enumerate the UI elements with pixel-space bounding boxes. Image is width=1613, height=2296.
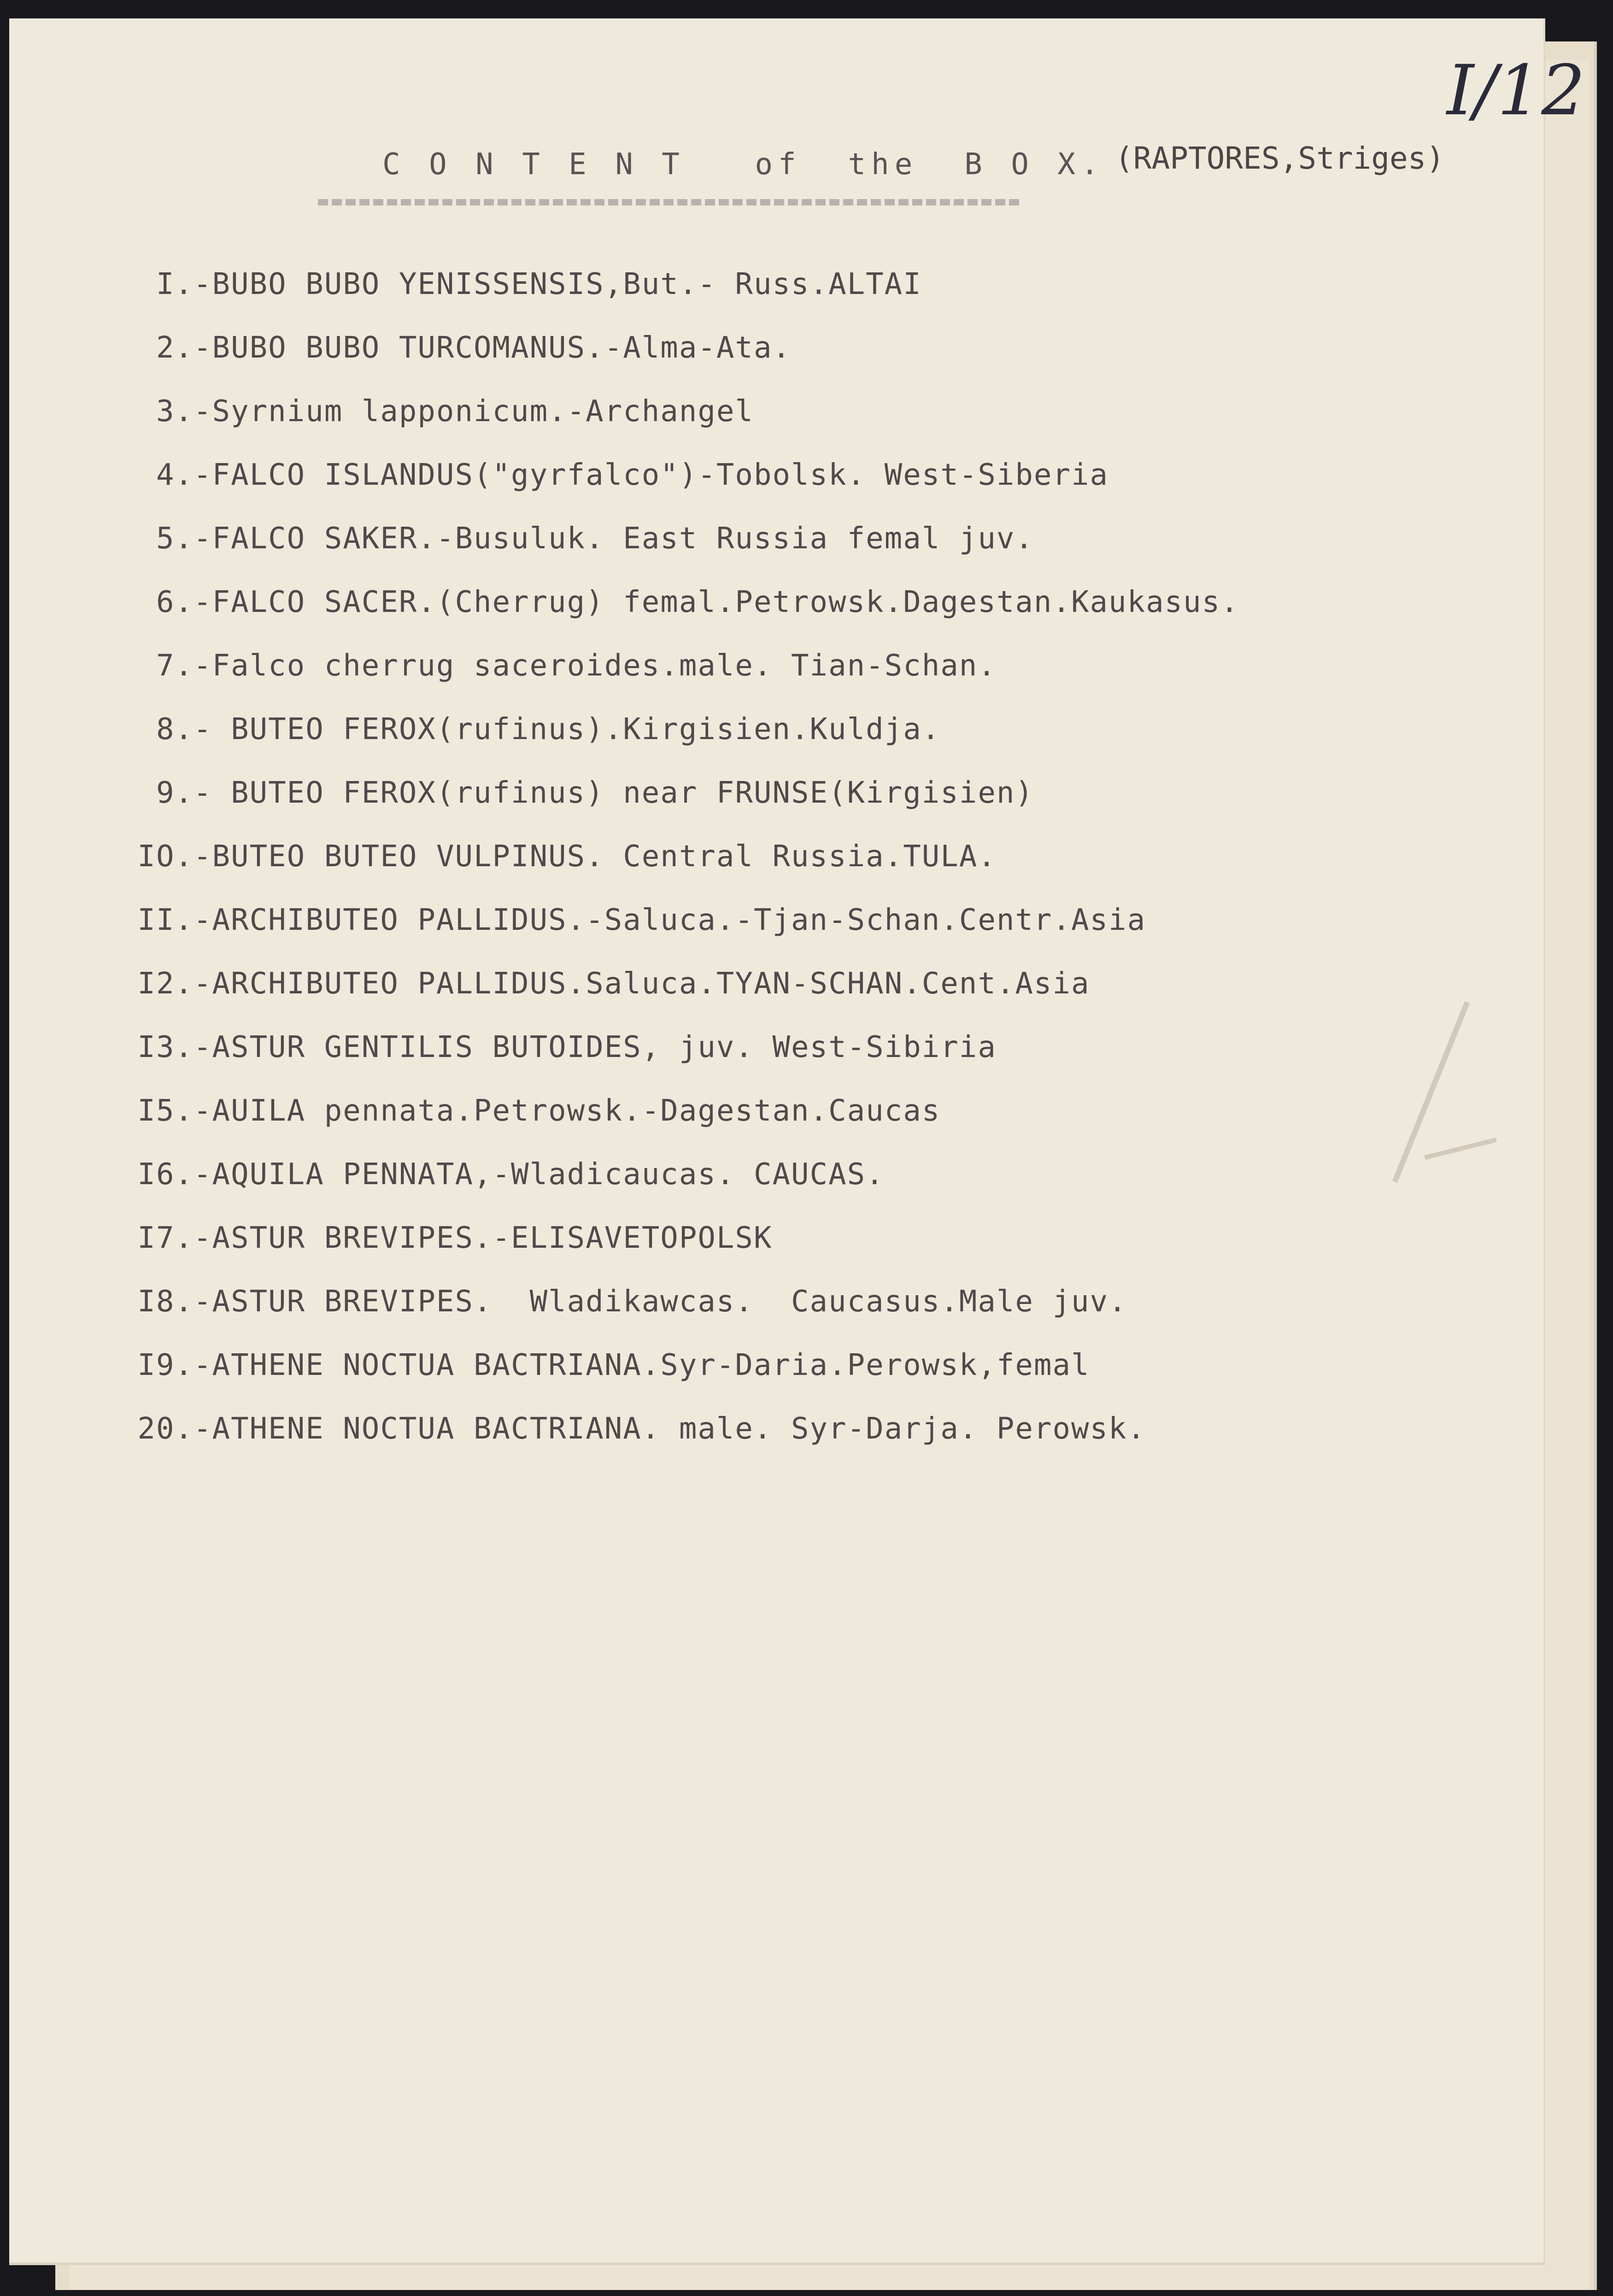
- item-number: II.: [137, 903, 194, 937]
- item-text: -ARCHIBUTEO PALLIDUS.-Saluca.-Tjan-Schan.Centr.Asia: [194, 903, 1146, 937]
- item-number: I3.: [137, 1030, 194, 1064]
- item-number: 20.: [137, 1412, 194, 1446]
- list-item: [88, 649, 997, 683]
- item-number: I2.: [137, 967, 194, 1001]
- item-text: -BUBO BUBO TURCOMANUS.-Alma-Ata.: [194, 331, 791, 365]
- list-item: [88, 1094, 940, 1128]
- item-number: 7.: [156, 649, 194, 683]
- item-text: -AQUILA PENNATA,-Wladicaucas. CAUCAS.: [194, 1157, 885, 1192]
- list-item: [88, 1030, 997, 1064]
- item-number: 6.: [156, 585, 194, 619]
- item-number: I7.: [137, 1221, 194, 1255]
- list-item: [88, 903, 1146, 937]
- item-text: -ATHENE NOCTUA BACTRIANA.Syr-Daria.Perowsk,femal: [194, 1348, 1090, 1382]
- item-number: I.: [156, 267, 194, 301]
- item-number: 9.: [156, 776, 194, 810]
- list-item: [88, 522, 1034, 556]
- list-item: [88, 267, 922, 301]
- item-number: I5.: [137, 1094, 194, 1128]
- item-text: - BUTEO FEROX(rufinus) near FRUNSE(Kirgisien): [194, 776, 1034, 810]
- list-item: [88, 458, 1109, 492]
- item-text: -ARCHIBUTEO PALLIDUS.Saluca.TYAN-SCHAN.Cent.Asia: [194, 967, 1090, 1001]
- list-item: [88, 776, 1034, 810]
- paper-sheet: [9, 18, 1585, 2265]
- item-number: 5.: [156, 522, 194, 556]
- item-text: -BUTEO BUTEO VULPINUS. Central Russia.TULA.: [194, 840, 997, 874]
- specimen-list: [9, 18, 1543, 2262]
- list-item: [88, 394, 754, 429]
- item-text: - BUTEO FEROX(rufinus).Kirgisien.Kuldja.: [194, 712, 941, 746]
- item-text: -BUBO BUBO YENISSENSIS,But.- Russ.ALTAI: [194, 267, 922, 301]
- list-item: [88, 585, 1239, 619]
- list-item: [88, 1348, 1090, 1382]
- item-text: -ATHENE NOCTUA BACTRIANA. male. Syr-Darja. Perowsk.: [194, 1412, 1146, 1446]
- item-text: -ASTUR BREVIPES. Wladikawcas. Caucasus.Male juv.: [194, 1285, 1127, 1319]
- handwritten-page-number: I/12: [1447, 51, 1585, 131]
- item-text: -FALCO SACER.(Cherrug) femal.Petrowsk.Dagestan.Kaukasus.: [194, 585, 1239, 619]
- document-subtitle: (RAPTORES,Striges): [1115, 141, 1445, 176]
- list-item: [88, 1285, 1127, 1319]
- item-number: I6.: [137, 1157, 194, 1192]
- item-text: -AUILA pennata.Petrowsk.-Dagestan.Caucas: [194, 1094, 941, 1128]
- item-number: 3.: [156, 394, 194, 429]
- list-item: [88, 712, 940, 746]
- list-item: [88, 840, 997, 874]
- list-item: [88, 331, 791, 365]
- item-text: -Syrnium lapponicum.-Archangel: [194, 394, 754, 429]
- list-item: [88, 967, 1090, 1001]
- item-number: 2.: [156, 331, 194, 365]
- list-item: [88, 1412, 1146, 1446]
- item-number: 8.: [156, 712, 194, 746]
- item-text: -Falco cherrug saceroides.male. Tian-Schan.: [194, 649, 997, 683]
- document-title: C O N T E N T of the B O X.: [382, 147, 1104, 182]
- item-number: 4.: [156, 458, 194, 492]
- item-text: -FALCO SAKER.-Busuluk. East Russia femal juv.: [194, 522, 1034, 556]
- item-number: I9.: [137, 1348, 194, 1382]
- item-text: -FALCO ISLANDUS("gyrfalco")-Tobolsk. West-Siberia: [194, 458, 1109, 492]
- item-text: -ASTUR BREVIPES.-ELISAVETOPOLSK: [194, 1221, 773, 1255]
- item-text: -ASTUR GENTILIS BUTOIDES, juv. West-Sibiria: [194, 1030, 997, 1064]
- item-number: IO.: [137, 840, 194, 874]
- list-item: [88, 1221, 772, 1255]
- item-number: I8.: [137, 1285, 194, 1319]
- list-item: [88, 1157, 885, 1192]
